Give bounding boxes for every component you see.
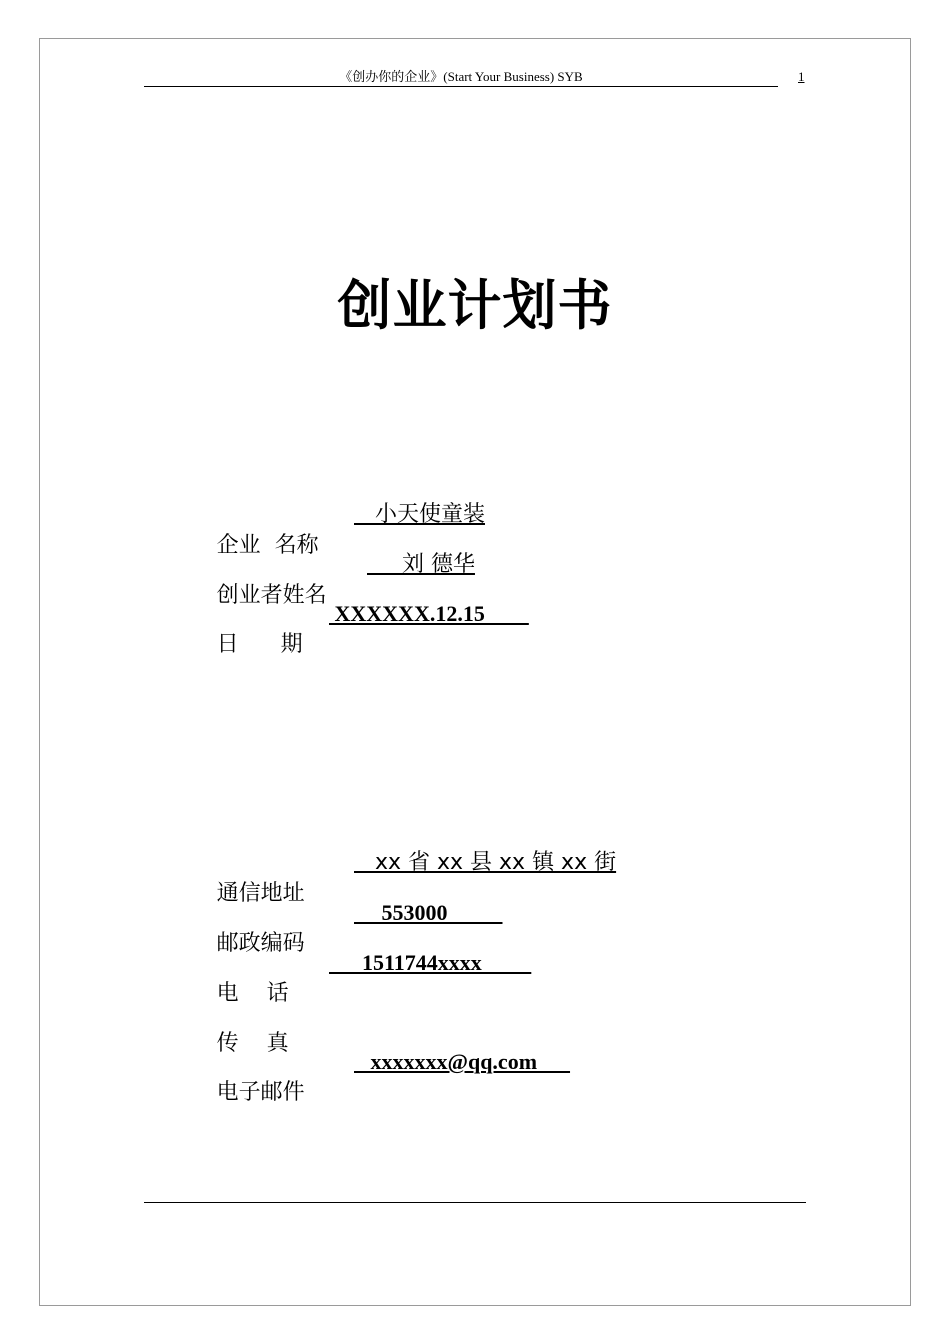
field-value: 1511744xxxx [329, 950, 532, 975]
field-value: 小天使童装 [354, 502, 485, 527]
field-date [202, 599, 529, 690]
field-email [202, 1047, 571, 1138]
field-label: 通信地址 [216, 881, 305, 906]
footer-rule [144, 1202, 806, 1203]
field-label: 日 期 [216, 632, 303, 657]
field-label: 电 话 [216, 981, 289, 1006]
field-value: xx 省 xx 县 xx 镇 xx 街 [354, 850, 617, 875]
page-number: 1 [798, 69, 805, 84]
document-title: 创业计划书 [337, 274, 613, 337]
field-label: 邮政编码 [216, 931, 305, 956]
field-label: 创业者姓名 [216, 583, 327, 608]
field-value: XXXXXX.12.15 [329, 601, 529, 626]
page-border [39, 38, 911, 1306]
field-label: 传 真 [216, 1031, 289, 1056]
header-rule [144, 86, 778, 87]
running-header: 《创办你的企业》(Start Your Business) SYB [339, 69, 583, 84]
field-value: 刘 德华 [367, 552, 475, 577]
field-value: 553000 [354, 900, 503, 925]
field-value: xxxxxxx@qq.com [354, 1049, 571, 1074]
field-label: 电子邮件 [216, 1080, 305, 1105]
field-label: 企业 名称 [216, 533, 319, 558]
